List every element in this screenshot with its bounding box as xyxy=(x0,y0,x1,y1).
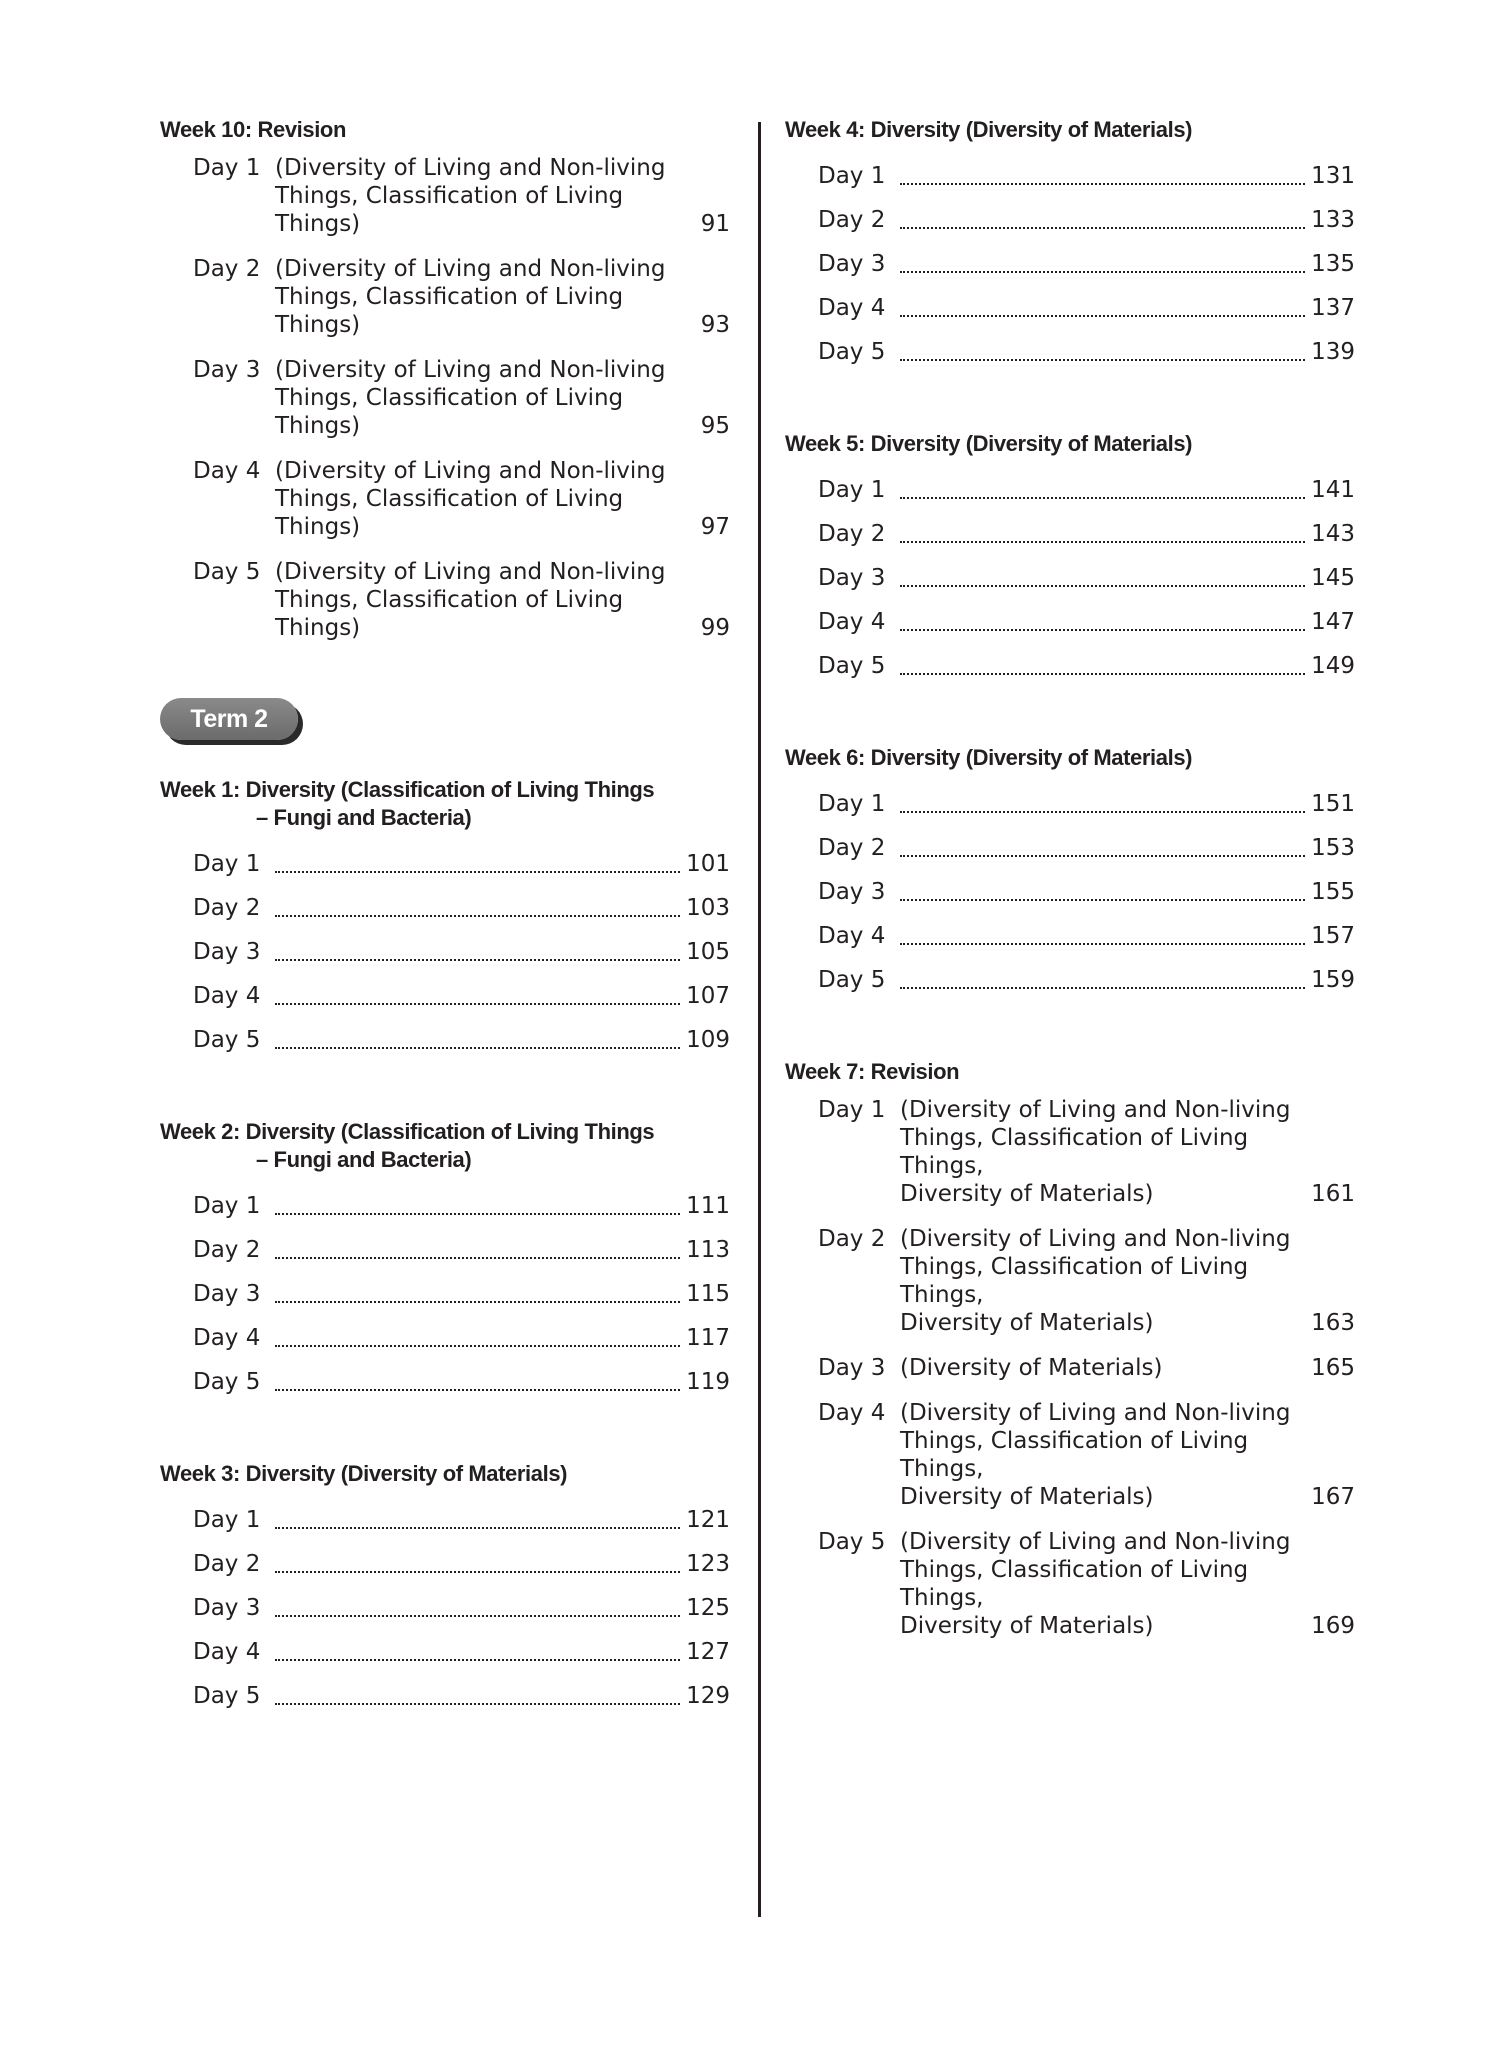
toc-entry[interactable] xyxy=(785,826,1355,870)
toc-day: Day 5 xyxy=(193,1027,261,1053)
toc-entry[interactable] xyxy=(785,330,1355,374)
dot-leader xyxy=(275,1703,680,1705)
toc-entry[interactable] xyxy=(160,154,730,238)
toc-page-number: 163 xyxy=(1311,1310,1355,1336)
week2-heading-line1: Week 2: Diversity (Classification of Living Things xyxy=(160,1119,655,1144)
toc-page-number: 169 xyxy=(1311,1613,1355,1639)
toc-entry[interactable] xyxy=(160,1228,730,1272)
toc-desc-line: Diversity of Materials) xyxy=(900,1484,1154,1510)
week1-list xyxy=(160,842,730,1062)
toc-entry[interactable] xyxy=(160,255,730,339)
toc-desc-line: Things, Classification of Living Things, xyxy=(900,1125,1249,1179)
dot-leader xyxy=(275,1659,680,1661)
toc-page-number: 143 xyxy=(1311,521,1355,547)
toc-entry[interactable] xyxy=(785,644,1355,688)
toc-desc-line: Things, Classification of Living Things, xyxy=(900,1428,1249,1482)
toc-entry[interactable] xyxy=(160,930,730,974)
week7-section xyxy=(785,1058,1355,1640)
toc-page-number: 115 xyxy=(686,1281,730,1307)
toc-desc-line: Things) xyxy=(275,514,361,540)
dot-leader xyxy=(275,1571,680,1573)
dot-leader xyxy=(900,855,1305,857)
toc-desc-line: (Diversity of Living and Non-living xyxy=(900,1226,1291,1252)
toc-page-number: 109 xyxy=(686,1027,730,1053)
toc-desc-line: Diversity of Materials) xyxy=(900,1310,1154,1336)
toc-page-number: 97 xyxy=(700,514,730,540)
toc-day: Day 3 xyxy=(818,879,886,905)
dot-leader xyxy=(275,1003,680,1005)
toc-page-number: 113 xyxy=(686,1237,730,1263)
toc-day: Day 1 xyxy=(193,1193,261,1219)
toc-page-number: 139 xyxy=(1311,339,1355,365)
toc-entry[interactable] xyxy=(785,1528,1355,1640)
toc-day: Day 5 xyxy=(193,1369,261,1395)
dot-leader xyxy=(900,359,1305,361)
toc-page-number: 153 xyxy=(1311,835,1355,861)
toc-entry[interactable] xyxy=(785,556,1355,600)
toc-desc-line: (Diversity of Living and Non-living xyxy=(275,458,666,484)
dot-leader xyxy=(900,271,1305,273)
toc-page-number: 93 xyxy=(700,312,730,338)
toc-day: Day 5 xyxy=(818,339,886,365)
toc-desc-line: Things) xyxy=(275,413,361,439)
dot-leader xyxy=(900,811,1305,813)
toc-day: Day 2 xyxy=(193,1551,261,1577)
toc-entry[interactable] xyxy=(160,1674,730,1718)
term-badge-label: Term 2 xyxy=(190,705,268,733)
toc-day: Day 1 xyxy=(818,163,886,189)
toc-desc-line: Things) xyxy=(275,615,361,641)
dot-leader xyxy=(275,1389,680,1391)
toc-entry[interactable] xyxy=(785,154,1355,198)
toc-day: Day 3 xyxy=(818,251,886,277)
dot-leader xyxy=(275,1213,680,1215)
toc-day: Day 1 xyxy=(818,1097,886,1123)
toc-entry[interactable] xyxy=(785,914,1355,958)
week2-heading-line2: – Fungi and Bacteria) xyxy=(256,1147,472,1172)
week2-heading xyxy=(160,1118,730,1174)
week6-list xyxy=(785,782,1355,1002)
toc-desc-line: (Diversity of Living and Non-living xyxy=(900,1097,1291,1123)
toc-desc-line: (Diversity of Living and Non-living xyxy=(900,1400,1291,1426)
toc-entry[interactable] xyxy=(785,512,1355,556)
toc-page-number: 159 xyxy=(1311,967,1355,993)
toc-day: Day 4 xyxy=(193,983,261,1009)
dot-leader xyxy=(900,585,1305,587)
week1-section xyxy=(160,776,730,1062)
week4-list xyxy=(785,154,1355,374)
toc-page-number: 157 xyxy=(1311,923,1355,949)
week2-section xyxy=(160,1118,730,1404)
toc-page-number: 119 xyxy=(686,1369,730,1395)
toc-day: Day 3 xyxy=(193,939,261,965)
toc-entry[interactable] xyxy=(160,842,730,886)
toc-entry[interactable] xyxy=(160,356,730,440)
dot-leader xyxy=(900,315,1305,317)
toc-day: Day 3 xyxy=(193,1281,261,1307)
toc-day: Day 4 xyxy=(193,458,261,484)
toc-entry[interactable] xyxy=(785,958,1355,1002)
toc-page-number: 107 xyxy=(686,983,730,1009)
week6-heading: Week 6: Diversity (Diversity of Materials) xyxy=(785,745,1193,770)
toc-entry[interactable] xyxy=(785,468,1355,512)
toc-page-number: 145 xyxy=(1311,565,1355,591)
toc-desc-line: Things) xyxy=(275,312,361,338)
toc-desc-line: Things, Classification of Living Things, xyxy=(900,1254,1249,1308)
dot-leader xyxy=(275,1527,680,1529)
week2-list xyxy=(160,1184,730,1404)
toc-page-number: 155 xyxy=(1311,879,1355,905)
toc-day: Day 4 xyxy=(193,1639,261,1665)
toc-page-number: 125 xyxy=(686,1595,730,1621)
toc-page-number: 117 xyxy=(686,1325,730,1351)
toc-day: Day 3 xyxy=(193,1595,261,1621)
toc-entry[interactable] xyxy=(160,1184,730,1228)
dot-leader xyxy=(275,1615,680,1617)
toc-entry[interactable] xyxy=(785,286,1355,330)
toc-day: Day 2 xyxy=(818,521,886,547)
week5-heading: Week 5: Diversity (Diversity of Materials) xyxy=(785,431,1193,456)
dot-leader xyxy=(275,915,680,917)
toc-day: Day 4 xyxy=(818,295,886,321)
week3-list xyxy=(160,1498,730,1718)
toc-entry[interactable] xyxy=(785,782,1355,826)
toc-day: Day 2 xyxy=(818,835,886,861)
dot-leader xyxy=(900,497,1305,499)
toc-entry[interactable] xyxy=(160,1498,730,1542)
toc-day: Day 1 xyxy=(193,155,261,181)
toc-page-number: 165 xyxy=(1311,1355,1355,1381)
toc-desc-line: Things, Classification of Living xyxy=(275,587,624,613)
toc-page-number: 133 xyxy=(1311,207,1355,233)
week4-heading: Week 4: Diversity (Diversity of Materials) xyxy=(785,117,1193,142)
toc-entry[interactable] xyxy=(785,1354,1355,1382)
toc-entry[interactable] xyxy=(785,600,1355,644)
toc-page-number: 129 xyxy=(686,1683,730,1709)
week10-heading: Week 10: Revision xyxy=(160,117,346,142)
week1-heading-line2: – Fungi and Bacteria) xyxy=(256,805,472,830)
toc-day: Day 5 xyxy=(193,559,261,585)
toc-page-number: 161 xyxy=(1311,1181,1355,1207)
column-divider xyxy=(758,122,761,1917)
toc-entry[interactable] xyxy=(160,1316,730,1360)
dot-leader xyxy=(275,1257,680,1259)
week5-list xyxy=(785,468,1355,688)
toc-entry[interactable] xyxy=(785,198,1355,242)
dot-leader xyxy=(900,987,1305,989)
dot-leader xyxy=(900,899,1305,901)
toc-day: Day 2 xyxy=(818,207,886,233)
dot-leader xyxy=(275,1345,680,1347)
toc-entry[interactable] xyxy=(160,974,730,1018)
toc-entry[interactable] xyxy=(160,1018,730,1062)
toc-desc-line: Things, Classification of Living xyxy=(275,284,624,310)
week7-heading: Week 7: Revision xyxy=(785,1059,960,1084)
toc-page-number: 135 xyxy=(1311,251,1355,277)
toc-page-number: 91 xyxy=(700,211,730,237)
toc-entry[interactable] xyxy=(160,1542,730,1586)
toc-page-number: 147 xyxy=(1311,609,1355,635)
toc-entry[interactable] xyxy=(160,1272,730,1316)
toc-day: Day 1 xyxy=(818,791,886,817)
toc-page-number: 103 xyxy=(686,895,730,921)
dot-leader xyxy=(900,541,1305,543)
week1-heading-line1: Week 1: Diversity (Classification of Living Things xyxy=(160,777,655,802)
toc-entry[interactable] xyxy=(160,558,730,642)
toc-desc-line: (Diversity of Living and Non-living xyxy=(275,256,666,282)
toc-page-number: 99 xyxy=(700,615,730,641)
toc-page-number: 131 xyxy=(1311,163,1355,189)
toc-page-number: 167 xyxy=(1311,1484,1355,1510)
toc-day: Day 2 xyxy=(818,1226,886,1252)
week6-section xyxy=(785,744,1355,1002)
toc-entry[interactable] xyxy=(160,457,730,541)
toc-page-number: 95 xyxy=(700,413,730,439)
dot-leader xyxy=(275,1047,680,1049)
week4-section xyxy=(785,116,1355,374)
toc-entry[interactable] xyxy=(785,1399,1355,1511)
toc-entry[interactable] xyxy=(785,1096,1355,1208)
toc-desc-line: Diversity of Materials) xyxy=(900,1613,1154,1639)
toc-desc-line: (Diversity of Living and Non-living xyxy=(900,1529,1291,1555)
toc-day: Day 5 xyxy=(818,653,886,679)
toc-entry[interactable] xyxy=(785,242,1355,286)
toc-day: Day 5 xyxy=(818,1529,886,1555)
toc-day: Day 3 xyxy=(818,1355,886,1381)
toc-day: Day 4 xyxy=(818,609,886,635)
toc-entry[interactable] xyxy=(160,1586,730,1630)
toc-page-number: 105 xyxy=(686,939,730,965)
toc-page-number: 149 xyxy=(1311,653,1355,679)
week7-list xyxy=(785,1096,1355,1640)
toc-desc-line: (Diversity of Materials) xyxy=(900,1355,1163,1381)
toc-desc-line: (Diversity of Living and Non-living xyxy=(275,559,666,585)
toc-day: Day 2 xyxy=(193,256,261,282)
toc-day: Day 5 xyxy=(193,1683,261,1709)
toc-page-number: 123 xyxy=(686,1551,730,1577)
dot-leader xyxy=(275,1301,680,1303)
dot-leader xyxy=(275,959,680,961)
toc-page-number: 127 xyxy=(686,1639,730,1665)
toc-desc-line: Things, Classification of Living xyxy=(275,183,624,209)
toc-page-number: 141 xyxy=(1311,477,1355,503)
week3-heading: Week 3: Diversity (Diversity of Materials) xyxy=(160,1461,568,1486)
week10-list xyxy=(160,154,730,642)
toc-day: Day 1 xyxy=(193,1507,261,1533)
toc-entry[interactable] xyxy=(785,870,1355,914)
toc-desc-line: (Diversity of Living and Non-living xyxy=(275,155,666,181)
dot-leader xyxy=(900,629,1305,631)
toc-day: Day 5 xyxy=(818,967,886,993)
toc-page-number: 151 xyxy=(1311,791,1355,817)
toc-desc-line: Diversity of Materials) xyxy=(900,1181,1154,1207)
dot-leader xyxy=(900,673,1305,675)
toc-desc-line: Things, Classification of Living Things, xyxy=(900,1557,1249,1611)
term-badge xyxy=(160,698,298,742)
toc-page-number: 137 xyxy=(1311,295,1355,321)
toc-page-number: 101 xyxy=(686,851,730,877)
dot-leader xyxy=(900,227,1305,229)
toc-entry[interactable] xyxy=(160,1630,730,1674)
toc-desc-line: Things, Classification of Living xyxy=(275,385,624,411)
toc-day: Day 4 xyxy=(818,923,886,949)
toc-entry[interactable] xyxy=(160,886,730,930)
dot-leader xyxy=(900,183,1305,185)
toc-page-number: 111 xyxy=(686,1193,730,1219)
toc-day: Day 2 xyxy=(193,895,261,921)
dot-leader xyxy=(900,943,1305,945)
toc-page-number: 121 xyxy=(686,1507,730,1533)
toc-day: Day 4 xyxy=(818,1400,886,1426)
toc-day: Day 3 xyxy=(818,565,886,591)
toc-day: Day 3 xyxy=(193,357,261,383)
week5-section xyxy=(785,430,1355,688)
dot-leader xyxy=(275,871,680,873)
week3-section xyxy=(160,1460,730,1718)
toc-desc-line: (Diversity of Living and Non-living xyxy=(275,357,666,383)
week10-section xyxy=(160,116,730,642)
toc-day: Day 1 xyxy=(193,851,261,877)
toc-entry[interactable] xyxy=(160,1360,730,1404)
week1-heading xyxy=(160,776,730,832)
right-column xyxy=(785,116,1355,1696)
toc-day: Day 2 xyxy=(193,1237,261,1263)
left-column xyxy=(160,116,730,1774)
toc-day: Day 4 xyxy=(193,1325,261,1351)
toc-entry[interactable] xyxy=(785,1225,1355,1337)
toc-desc-line: Things) xyxy=(275,211,361,237)
toc-day: Day 1 xyxy=(818,477,886,503)
toc-desc-line: Things, Classification of Living xyxy=(275,486,624,512)
